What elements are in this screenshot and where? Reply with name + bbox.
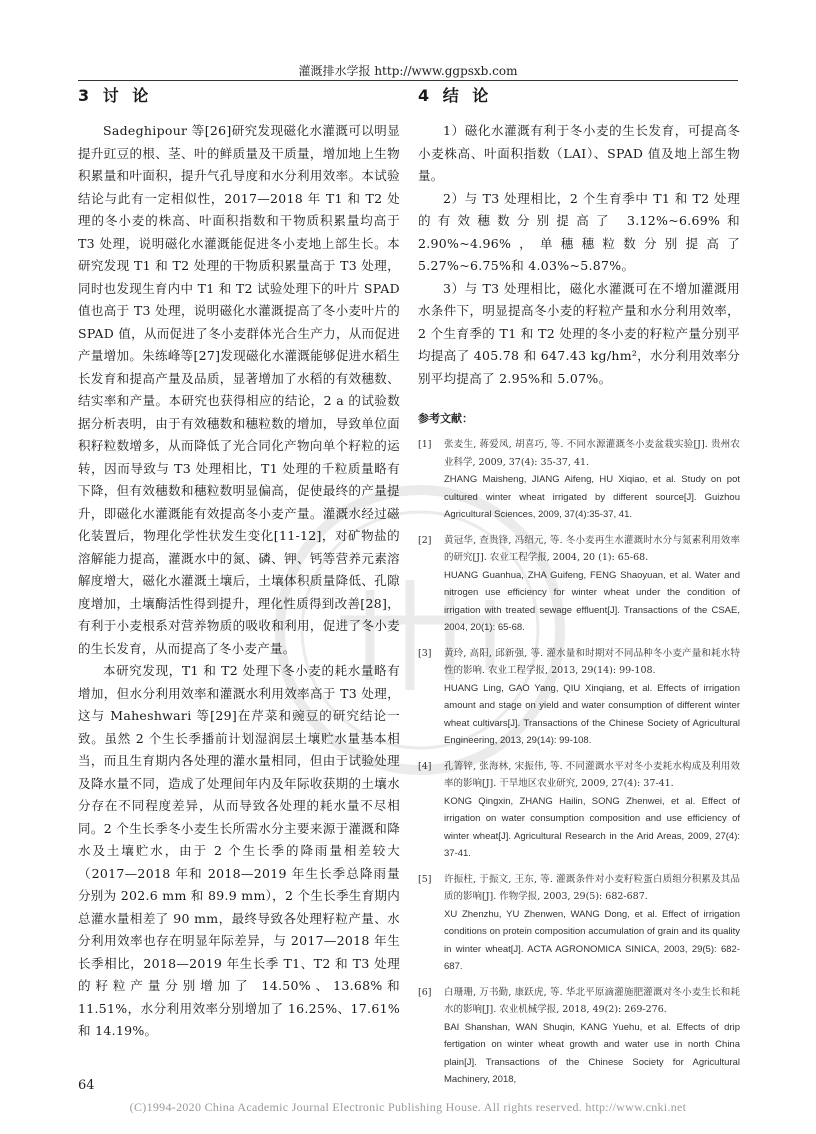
discussion-column [78, 84, 400, 1043]
reference-text-cn: 黄玲, 高阳, 邱新强, 等. 灌水量和时期对不同品种冬小麦产量和耗水特性的影响. 农业工程学报, 2013, 29(14): 99-108. [444, 647, 740, 676]
reference-text-en: HUANG Ling, GAO Yang, QIU Xinqiang, et al. Effects of irrigation amount and stage on yield and water consumption of different winter wheat cultivars[J]. Transactions of the Chinese Society of Agricultural Engineering, 2013, 29(14): 99-108. [444, 682, 740, 746]
discussion-paragraph: Sadeghipour 等[26]研究发现磁化水灌溉可以明显提升豇豆的根、茎、叶的鲜质量及干质量，增加地上生物积累量和叶面积，提升气孔导度和水分利用效率。本试验结论与此有一定相似性，2017—2018 年 T1 和 T2 处理的冬小麦的株高、叶面积指数和干物质积累量均高于 T3 处理，说明磁化水灌溉能促进冬小麦地上部生长。本研究发现 T1 和 T2 处理的干物质积累量高于 T3 处理，同时也发现生育内中 T1 和 T2 试验处理下的叶片 SPAD 值也高于 T3 处理，说明磁化水灌溉提高了冬小麦叶片的 SPAD 值，从而促进了冬小麦群体光合生产力，从而促进产量增加。朱练峰等[27]发现磁化水灌溉能够促进水稻生长发育和提高产量及品质，显著增加了水稻的有效穗数、结实率和产量。本研究也获得相应的结论，2 a 的试验数据分析表明，由于有效穗数和穗粒数的增加，导致单位面积籽粒数增多，从而降低了光合同化产物向单个籽粒的运转，因而导致与 T3 处理相比，T1 处理的千粒质量略有下降，但有效穗数和穗粒数明显偏高，促使最终的产量提升，即磁化水灌溉能有效提高冬小麦产量。灌溉水经过磁化装置后，物理化学性状发生变化[11-12]，对矿物盐的溶解能力提高，灌溉水中的氮、磷、钾、钙等营养元素溶解度增大，磁化水灌溉土壤后，土壤体积质量降低、孔隙度增加，土壤酶活性得到提升，理化性质得到改善[28]，有利于小麦根系对营养物质的吸收和利用，促进了冬小麦的生长发育，从而提高了冬小麦产量。 [78, 123, 400, 656]
reference-item [418, 645, 740, 750]
reference-text-cn: 许振柱, 于振文, 王东, 等. 灌溉条件对小麦籽粒蛋白质组分积累及其品质的影响[J]. 作物学报, 2003, 29(5): 682-687. [444, 873, 740, 902]
reference-text-en: HUANG Guanhua, ZHA Guifeng, FENG Shaoyuan, et al. Water and nitrogen use efficiency for winter wheat under the condition of irrigation with treated sewage effluent[J]. Transactions of the CSAE, 2004, 20(1): 65-68. [444, 569, 740, 633]
reference-text-en: KONG Qingxin, ZHANG Hailin, SONG Zhenwei, et al. Effect of irrigation on water consumption composition and use efficiency of winter wheat[J]. Agricultural Research in the Arid Areas, 2009, 27(4): 37-41. [444, 795, 740, 859]
section-title-conclusion: 4 结 论 [418, 86, 493, 105]
header-rule [78, 80, 738, 81]
journal-header: 灌溉排水学报 http://www.ggpsxb.com [298, 64, 518, 78]
conclusion-body [418, 120, 740, 390]
reference-number: [3] [418, 647, 432, 659]
reference-number: [2] [418, 534, 432, 546]
reference-item [418, 436, 740, 524]
reference-text-cn: 白珊珊, 万书勤, 康跃虎, 等. 华北平原滴灌施肥灌溉对冬小麦生长和耗水的影响[J]. 农业机械学报, 2018, 49(2): 269-276. [444, 986, 740, 1015]
references-title: 参考文献： [418, 412, 473, 425]
discussion-body [78, 120, 400, 1043]
reference-text-en: XU Zhenzhu, YU Zhenwen, WANG Dong, et al. Effect of irrigation conditions on protein composition accumulation of grain and its quality in winter wheat[J]. ACTA AGRONOMICA SINICA, 2003, 29(5): 682-687. [444, 908, 740, 972]
conclusion-paragraph: 2）与 T3 处理相比，2 个生育季中 T1 和 T2 处理的有效穗数分别提高了 3.12%~6.69%和 2.90%~4.96%，单穗穗粒数分别提高了 5.27%~6.75%和 4.03%~5.87%。 [418, 190, 740, 273]
reference-text-cn: 孔箐锌, 张海林, 宋振伟, 等. 不同灌溉水平对冬小麦耗水构成及利用效率的影响[J]. 干旱地区农业研究, 2009, 27(4): 37-41. [444, 760, 740, 789]
reference-number: [6] [418, 986, 432, 998]
conclusion-paragraph: 3）与 T3 处理相比，磁化水灌溉可在不增加灌溉用水条件下，明显提高冬小麦的籽粒产量和水分利用效率，2 个生育季的 T1 和 T2 处理的冬小麦的籽粒产量分别平均提高了 405.78 和 647.43 kg/hm²，水分利用效率分别平均提高了 2.95%和 5.07%。 [418, 280, 740, 386]
conclusion-paragraph: 1）磁化水灌溉有利于冬小麦的生长发育，可提高冬小麦株高、叶面积指数（LAI）、SPAD 值及地上部生物量。 [418, 123, 740, 183]
copyright-footer: (C)1994-2020 China Academic Journal Electronic Publishing House. All rights reserved. http://www.cnki.net [129, 1100, 687, 1114]
section-title-discussion: 3 讨 论 [78, 86, 153, 105]
discussion-paragraph: 本研究发现，T1 和 T2 处理下冬小麦的耗水量略有增加，但水分利用效率和灌溉水利用效率高于 T3 处理，这与 Maheshwari 等[29]在芹菜和豌豆的研究结论一致。虽然 2 个生长季播前计划湿润层土壤贮水量基本相当，而且生育期内各处理的灌水量相同，但由于试验处理及降水量不同，造成了处理间年内及年际收获期的土壤水分存在不同程度差异，从而导致各处理的耗水量不尽相同。2 个生长季冬小麦生长所需水分主要来源于灌溉和降水及土壤贮水，由于 2 个生长季的降雨量相差较大（2017—2018 年和 2018—2019 年生长季总降雨量分别为 202.6 mm 和 89.9 mm），2 个生长季生育期内总灌水量相差了 90 mm，最终导致各处理籽粒产量、水分利用效率也存在明显年际差异，与 2017—2018 年生长季相比，2018—2019 年生长季 T1、T2 和 T3 处理的籽粒产量分别增加了 14.50%、13.68%和 11.51%，水分利用效率分别增加了 16.25%、17.61%和 14.19%。 [78, 663, 400, 1038]
reference-number: [4] [418, 760, 432, 772]
conclusion-column [418, 84, 740, 1097]
reference-item [418, 532, 740, 637]
reference-number: [5] [418, 873, 432, 885]
page-number: 64 [78, 1078, 95, 1093]
reference-text-cn: 黄冠华, 查贵锋, 冯绍元, 等. 冬小麦再生水灌溉时水分与氮素利用效率的研究[J]. 农业工程学报, 2004, 20 (1): 65-68. [444, 534, 740, 563]
reference-text-en: ZHANG Maisheng, JIANG Aifeng, HU Xiqiao, et al. Study on pot cultured winter wheat irrigated by different source[J]. Guizhou Agricultural Sciences, 2009, 37(4):35-37, 41. [444, 474, 740, 520]
reference-item [418, 758, 740, 863]
reference-item [418, 984, 740, 1089]
reference-item [418, 871, 740, 976]
reference-text-en: BAI Shanshan, WAN Shuqin, KANG Yuehu, et al. Effects of drip fertigation on winter wheat growth and water use in north China plain[J]. Transactions of the Chinese Society for Agricultural Machinery, 2018, [444, 1021, 740, 1085]
reference-number: [1] [418, 439, 432, 450]
reference-text-cn: 张麦生, 蒋爱凤, 胡喜巧, 等. 不同水源灌溉冬小麦盆栽实验[J]. 贵州农业科学, 2009, 37(4): 35-37, 41. [444, 439, 740, 468]
